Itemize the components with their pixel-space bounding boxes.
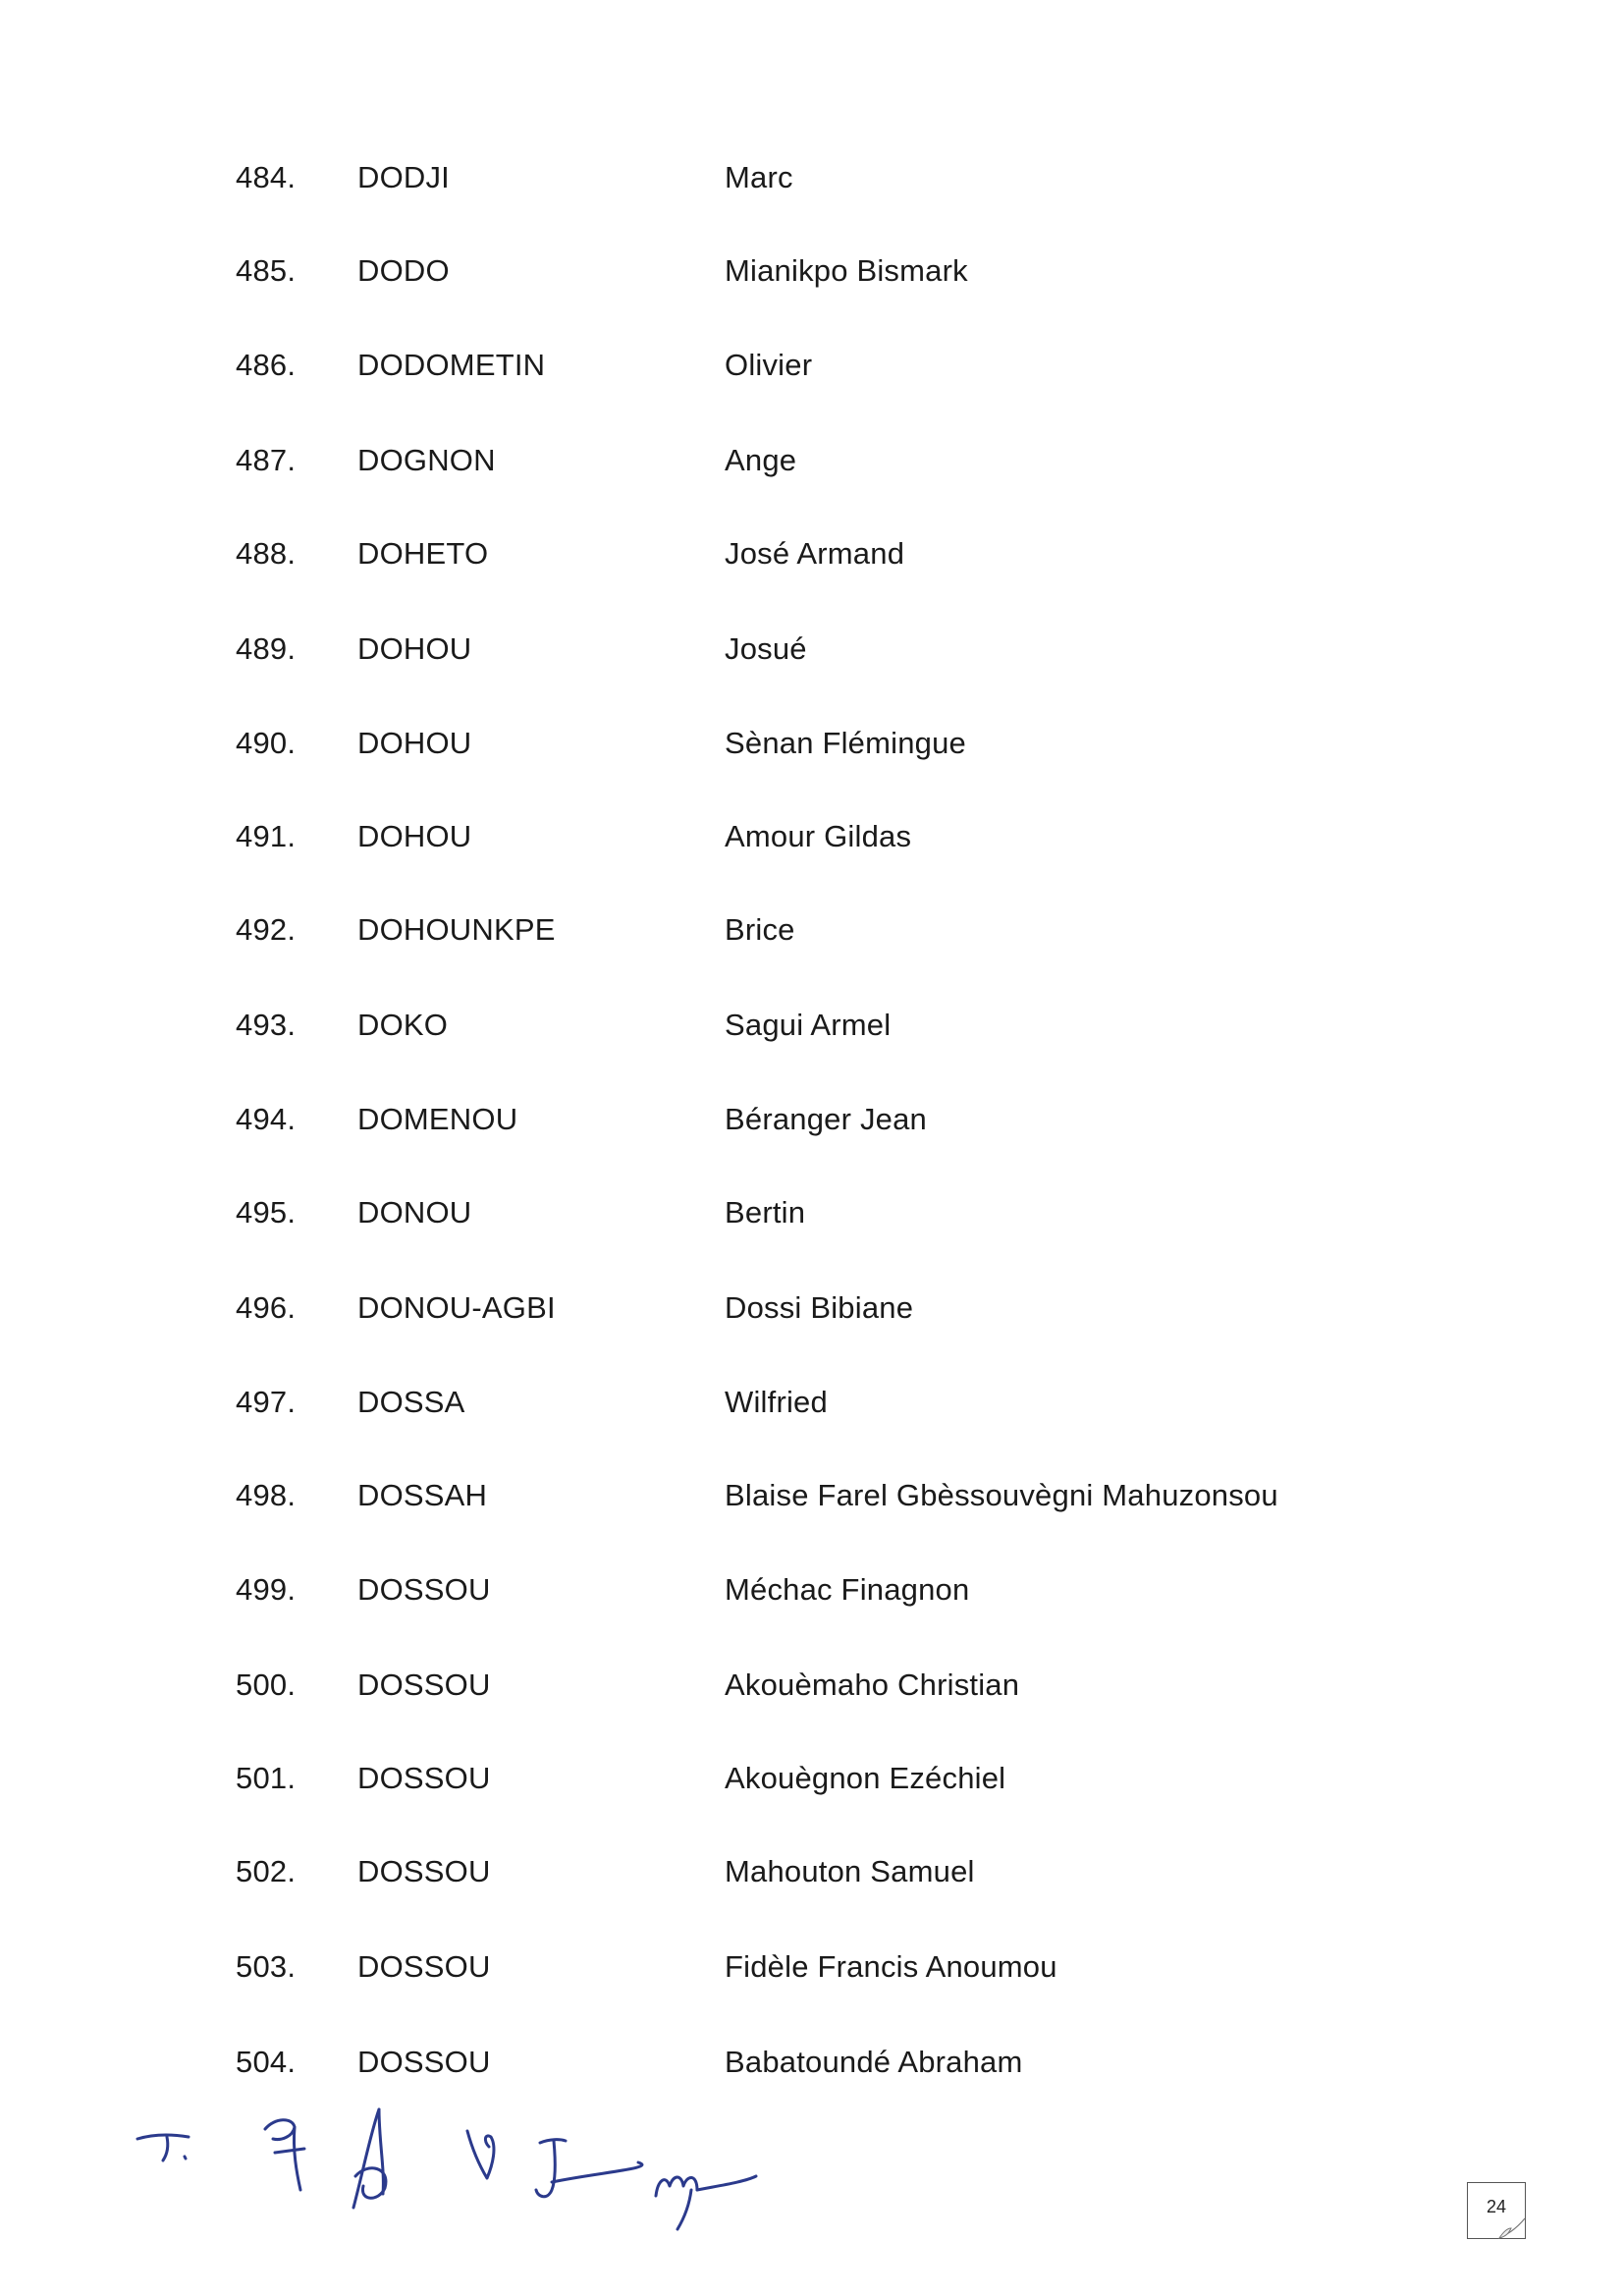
- entry-first-name: Akouègnon Ezéchiel: [725, 1761, 1006, 1795]
- entry-first-name: Mahouton Samuel: [725, 1854, 975, 1888]
- entry-first-name: Bertin: [725, 1195, 806, 1230]
- list-item: [0, 336, 1624, 395]
- entry-number: 485.: [236, 253, 297, 288]
- entry-number: 501.: [236, 1761, 297, 1795]
- entry-last-name: DOSSOU: [357, 1572, 491, 1607]
- list-item: [0, 1279, 1624, 1338]
- entry-last-name: DOSSOU: [357, 1949, 491, 1984]
- entry-number: 503.: [236, 1949, 297, 1984]
- entry-number: 502.: [236, 1854, 297, 1888]
- entry-number: 487.: [236, 443, 297, 477]
- list-item: [0, 1373, 1624, 1432]
- list-item: [0, 431, 1624, 490]
- entry-number: 486.: [236, 348, 297, 382]
- entry-first-name: Blaise Farel Gbèssouvègni Mahuzonsou: [725, 1478, 1278, 1512]
- list-item: [0, 1842, 1624, 1901]
- entry-number: 493.: [236, 1008, 297, 1042]
- entry-first-name: Béranger Jean: [725, 1102, 927, 1136]
- entry-number: 495.: [236, 1195, 297, 1230]
- entry-last-name: DOKO: [357, 1008, 449, 1042]
- entry-first-name: Sagui Armel: [725, 1008, 892, 1042]
- entry-first-name: Babatoundé Abraham: [725, 2045, 1023, 2079]
- entry-last-name: DONOU: [357, 1195, 472, 1230]
- entry-first-name: Dossi Bibiane: [725, 1290, 914, 1325]
- entry-last-name: DOMENOU: [357, 1102, 518, 1136]
- entry-first-name: Wilfried: [725, 1385, 828, 1419]
- entry-last-name: DONOU-AGBI: [357, 1290, 556, 1325]
- entry-first-name: Méchac Finagnon: [725, 1572, 970, 1607]
- entry-last-name: DOSSAH: [357, 1478, 488, 1512]
- page-number: 24: [1486, 2197, 1507, 2216]
- list-item: [0, 1466, 1624, 1525]
- entry-last-name: DOHETO: [357, 536, 489, 571]
- list-item: [0, 1749, 1624, 1808]
- entry-last-name: DOHOU: [357, 819, 472, 853]
- entry-first-name: Mianikpo Bismark: [725, 253, 968, 288]
- entry-last-name: DOHOUNKPE: [357, 912, 556, 947]
- list-item: [0, 1183, 1624, 1242]
- entry-last-name: DOSSA: [357, 1385, 465, 1419]
- entry-first-name: Ange: [725, 443, 797, 477]
- entry-number: 494.: [236, 1102, 297, 1136]
- list-item: [0, 242, 1624, 301]
- entry-number: 488.: [236, 536, 297, 571]
- list-item: [0, 1560, 1624, 1619]
- entry-last-name: DODOMETIN: [357, 348, 546, 382]
- entry-first-name: José Armand: [725, 536, 905, 571]
- entry-first-name: Akouèmaho Christian: [725, 1667, 1020, 1702]
- page-number-box: [1467, 2182, 1526, 2239]
- entry-last-name: DOSSOU: [357, 1667, 491, 1702]
- entry-last-name: DOHOU: [357, 726, 472, 760]
- list-item: [0, 807, 1624, 866]
- entry-number: 500.: [236, 1667, 297, 1702]
- list-item: [0, 2033, 1624, 2092]
- list-item: [0, 620, 1624, 679]
- entry-first-name: Sènan Flémingue: [725, 726, 966, 760]
- entry-number: 497.: [236, 1385, 297, 1419]
- entry-first-name: Amour Gildas: [725, 819, 912, 853]
- entry-number: 490.: [236, 726, 297, 760]
- list-item: [0, 524, 1624, 583]
- entry-number: 484.: [236, 160, 297, 194]
- entry-last-name: DOSSOU: [357, 1761, 491, 1795]
- list-item: [0, 1090, 1624, 1149]
- entry-last-name: DODO: [357, 253, 450, 288]
- entry-first-name: Olivier: [725, 348, 813, 382]
- entry-first-name: Josué: [725, 631, 807, 666]
- entry-number: 489.: [236, 631, 297, 666]
- entry-last-name: DOSSOU: [357, 1854, 491, 1888]
- list-item: [0, 1656, 1624, 1715]
- entry-first-name: Fidèle Francis Anoumou: [725, 1949, 1057, 1984]
- entry-number: 492.: [236, 912, 297, 947]
- entry-number: 504.: [236, 2045, 297, 2079]
- entry-number: 491.: [236, 819, 297, 853]
- entry-last-name: DOSSOU: [357, 2045, 491, 2079]
- list-item: [0, 714, 1624, 773]
- list-item: [0, 996, 1624, 1055]
- entry-first-name: Marc: [725, 160, 793, 194]
- list-item: [0, 1938, 1624, 1996]
- entry-number: 499.: [236, 1572, 297, 1607]
- entry-number: 496.: [236, 1290, 297, 1325]
- list-item: [0, 148, 1624, 207]
- handwritten-initials: [128, 2092, 776, 2239]
- list-item: [0, 901, 1624, 959]
- entry-last-name: DOHOU: [357, 631, 472, 666]
- page-curl-icon: [1497, 2214, 1527, 2240]
- entry-first-name: Brice: [725, 912, 795, 947]
- entry-last-name: DODJI: [357, 160, 450, 194]
- entry-number: 498.: [236, 1478, 297, 1512]
- entry-last-name: DOGNON: [357, 443, 496, 477]
